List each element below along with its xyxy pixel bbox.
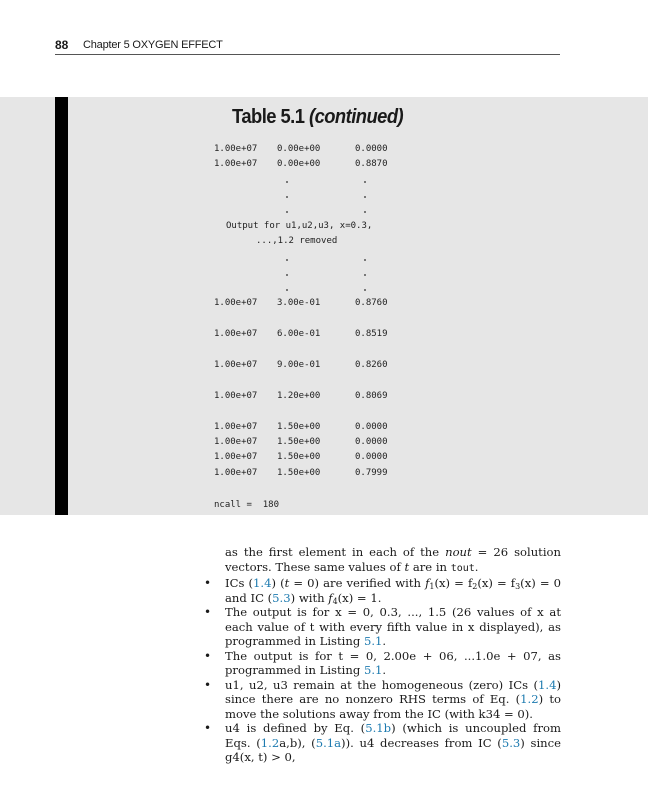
equation-link[interactable]: 1.2 <box>520 692 539 706</box>
listing-link[interactable]: 5.1 <box>363 634 383 648</box>
table-cell: 1.50e+00 <box>277 452 321 462</box>
list-item: • u1, u2, u3 remain at the homogeneous (zero) ICs (1.4) since there are no nonzero RHS terms of Eq. (1.2) to move the solutions away from the IC (with k34 = 0). <box>204 677 561 721</box>
list-item: • ICs (1.4) (t = 0) are verified with $f_1(x) = f_2(x) = f_3(x) = 0$ and IC (5.3) with $f_4(x) = 1$. <box>204 576 562 606</box>
table-cell: 0.0000 <box>355 452 388 462</box>
body-text <box>203 545 561 765</box>
equation-link[interactable]: 1.2 <box>260 735 280 750</box>
table-cell: 1.00e+07 <box>214 144 258 154</box>
running-header <box>55 38 560 54</box>
equation-link[interactable]: 1.4 <box>538 677 557 692</box>
side-bar <box>55 97 68 515</box>
table-cell: 6.00e-01 <box>277 329 321 339</box>
table-cell: 9.00e-01 <box>277 360 321 370</box>
table-cell: 0.0000 <box>355 144 388 154</box>
bullet-icon: • <box>204 648 212 663</box>
table-cell: 0.0000 <box>355 437 388 447</box>
header-rule <box>55 54 560 55</box>
removed-note-2: ...,1.2 removed <box>256 236 338 246</box>
bullet-icon: • <box>204 677 212 692</box>
table-cell: 0.8260 <box>355 360 388 370</box>
table-cell: 1.50e+00 <box>277 437 321 447</box>
page-number: 88 <box>55 38 69 52</box>
table-cell: 1.00e+07 <box>214 437 258 447</box>
table-cell: 0.00e+00 <box>277 159 321 169</box>
ncall-line: ncall = 180 <box>214 500 280 510</box>
removed-note: Output for u1,u2,u3, x=0.3, <box>226 221 373 231</box>
table-cell: 0.00e+00 <box>277 144 321 154</box>
list-item: • The output is for t = 0, 2.00e + 06, ...1.0e + 07, as programmed in Listing 5.1. <box>204 648 561 677</box>
table-cell: 1.00e+07 <box>214 329 258 339</box>
equation-link[interactable]: 5.3 <box>272 590 291 605</box>
bullet-icon: • <box>204 605 212 619</box>
table-cell: 1.00e+07 <box>214 452 258 462</box>
table-cell: 1.00e+07 <box>214 298 258 308</box>
equation-link[interactable]: 1.4 <box>253 576 272 590</box>
table-cell: 1.00e+07 <box>214 360 258 370</box>
listing-link[interactable]: 5.1 <box>363 663 383 677</box>
table-cell: 1.50e+00 <box>277 422 321 432</box>
table-cell: 0.8069 <box>355 391 388 401</box>
table-cell: 3.00e-01 <box>277 298 321 308</box>
table-panel <box>0 97 648 515</box>
bullet-icon: • <box>204 721 212 735</box>
table-cell: 1.00e+07 <box>214 422 258 432</box>
table-cell: 0.0000 <box>355 422 388 432</box>
table-cell: 1.00e+07 <box>214 159 258 169</box>
table-cell: 0.8870 <box>355 159 388 169</box>
table-title <box>232 106 403 129</box>
table-cell: 1.50e+00 <box>277 468 321 478</box>
table-cell: 0.8519 <box>355 329 388 339</box>
equation-link[interactable]: 5.1a <box>315 735 342 750</box>
list-item: • The output is for x = 0, 0.3, ..., 1.5 (26 values of x at each value of t with every fifth value in x displayed), as programmed in Listing 5.1. <box>204 605 561 648</box>
table-title-suffix: (continued) <box>308 106 404 128</box>
table-title-label: Table 5.1 <box>232 106 305 128</box>
table-cell: 1.00e+07 <box>214 391 258 401</box>
equation-link[interactable]: 5.1b <box>365 721 392 735</box>
intro-paragraph: as the first element in each of the nout = 26 solution vectors. These same values of t are in tout. <box>225 545 561 574</box>
bullet-icon: • <box>204 576 212 590</box>
equation-link[interactable]: 5.3 <box>501 735 521 750</box>
table-cell: 0.7999 <box>355 468 388 478</box>
table-cell: 1.00e+07 <box>214 468 258 478</box>
table-cell: 0.8760 <box>355 298 388 308</box>
table-cell: 1.20e+00 <box>277 391 321 401</box>
list-item: • u4 is defined by Eq. (5.1b) (which is uncoupled from Eqs. (1.2a,b), (5.1a)). u4 decreases from IC (5.3) since g4(x, t) > 0, <box>204 721 561 764</box>
chapter-title: Chapter 5 OXYGEN EFFECT <box>83 39 223 51</box>
